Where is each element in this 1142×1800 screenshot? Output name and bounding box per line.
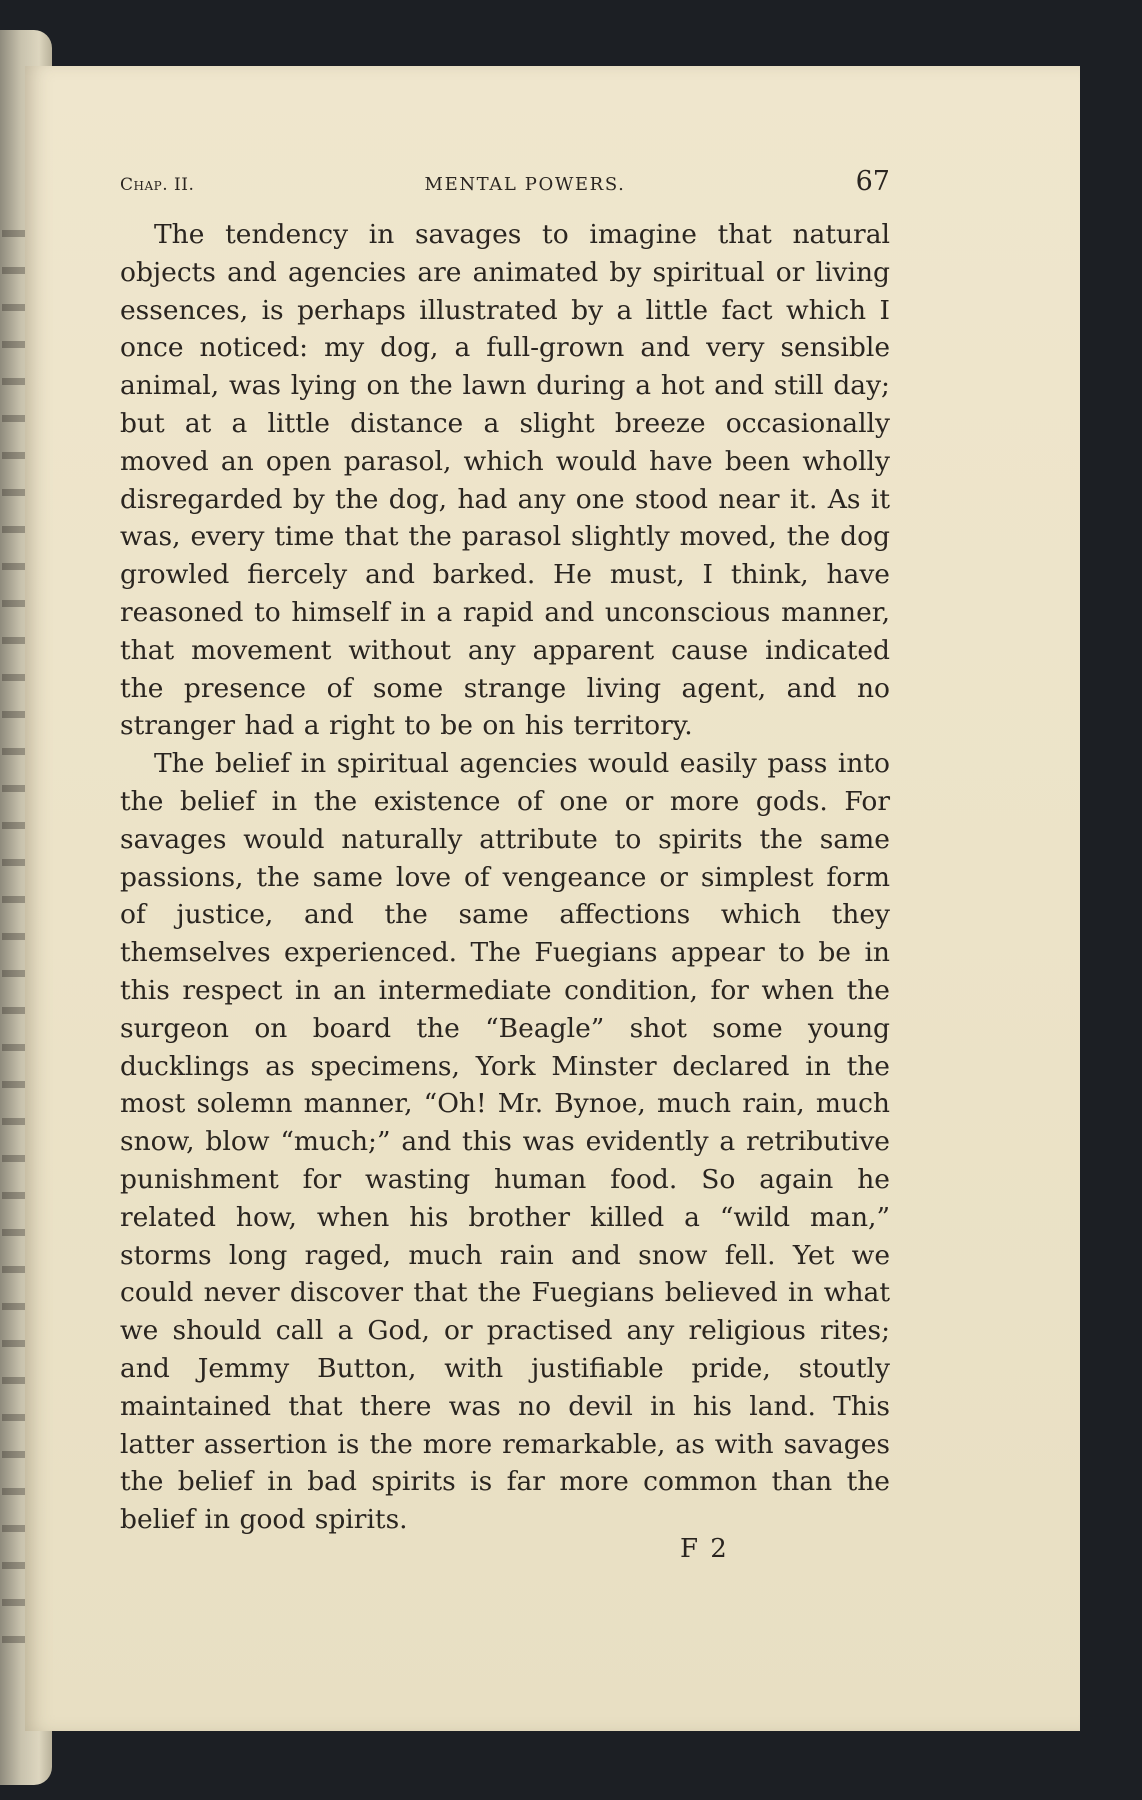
signature-mark: F 2 xyxy=(680,1534,729,1564)
book-page xyxy=(25,66,1080,1731)
running-head xyxy=(120,166,890,216)
paragraph: The belief in spiritual agencies would easily pass into the belief in the existence of one or more gods. For savages would naturally attribute to spirits the same passions, the same love of vengeance or simplest form of justice, and the same affections which they themselves experienced. The Fuegians appear to be in this respect in an intermediate condition, for when the surgeon on board the “Beagle” shot some young ducklings as specimens, York Minster declared in the most solemn manner, “Oh! Mr. Bynoe, much rain, much snow, blow “much;” and this was evidently a retributive punishment for wasting human food. So again he related how, when his brother killed a “wild man,” storms long raged, much rain and snow fell. Yet we could never discover that the Fuegians believed in what we should call a God, or practised any religious rites; and Jemmy Button, with justifiable pride, stoutly maintained that there was no devil in his land. This latter assertion is the more remarkable, as with savages the belief in bad spirits is far more common than the belief in good spirits. xyxy=(120,748,890,1536)
paragraph: The tendency in savages to imagine that natural objects and agencies are animated by spiritual or living essences, is perhaps illustrated by a little fact which I once noticed: my dog, a full-grown and very sensible animal, was lying on the lawn during a hot and still day; but at a little distance a slight breeze occasionally moved an open parasol, which would have been wholly disregarded by the dog, had any one stood near it. As it was, every time that the parasol slightly moved, the dog growled fiercely and barked. He must, I think, have reasoned to himself in a rapid and unconscious manner, that movement without any apparent cause indicated the presence of some strange living agent, and no stranger had a right to be on his territory. xyxy=(120,219,890,742)
chapter-label: Chap. II. xyxy=(120,175,195,195)
running-title: MENTAL POWERS. xyxy=(424,174,626,195)
page-content xyxy=(120,166,890,1539)
page-number: 67 xyxy=(855,166,890,197)
